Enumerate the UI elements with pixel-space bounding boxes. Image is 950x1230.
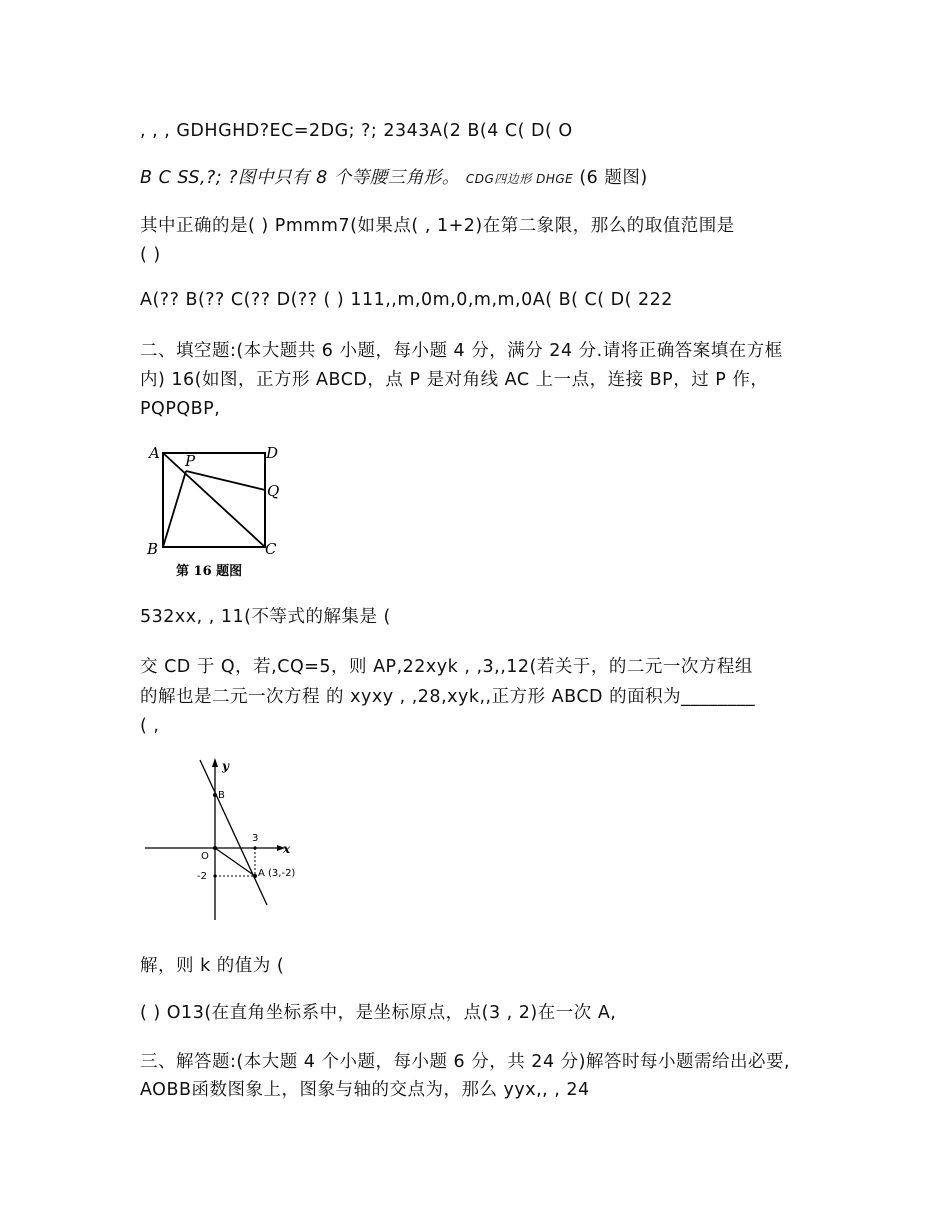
point-b-dot <box>213 793 217 797</box>
origin-dot <box>213 846 217 850</box>
label-neg2: -2 <box>197 871 207 882</box>
text-line-16: AOBB函数图象上，图象与轴的交点为，那么 yyx,, , 24 <box>140 1080 590 1100</box>
label-c: C <box>265 540 277 558</box>
label-b: B <box>147 540 159 558</box>
figure-16-caption: 第 16 题图 <box>176 564 243 579</box>
section-2-heading: 二、填空题:(本大题共 6 小题，每小题 4 分，满分 24 分.请将正确答案填在方框 <box>140 341 783 361</box>
section-3-heading: 三、解答题:(本大题 4 个小题，每小题 6 分，共 24 分)解答时每小题需给出必要, <box>140 1052 791 1072</box>
text-line-12: ( , <box>140 716 160 736</box>
segment-pq <box>186 471 265 490</box>
label-p: P <box>185 452 196 470</box>
text-line-13: 解，则 k 的值为 ( <box>140 956 285 976</box>
label-q: Q <box>267 482 280 500</box>
tick-neg2-dot <box>213 874 216 877</box>
text-line-9: 532xx, , 11(不等式的解集是 ( <box>140 607 391 627</box>
y-axis-arrow-icon <box>212 758 218 767</box>
label-x: x <box>283 842 291 856</box>
text-line-2-part-c: (6 题图) <box>579 168 648 188</box>
diagonal-ac <box>163 453 265 547</box>
label-3: 3 <box>252 833 259 844</box>
label-y: y <box>222 759 229 773</box>
text-line-8: PQPQBP, <box>140 399 221 419</box>
segment-oa <box>215 848 255 876</box>
label-b-point: B <box>218 790 225 801</box>
text-line-2 <box>140 164 648 194</box>
label-d: D <box>266 444 279 462</box>
text-line-5: A(?? B(?? C(?? D(?? ( ) 111,,m,0m,0,m,m,0A( B( C( D( 222 <box>140 290 673 310</box>
text-line-4: ( ) <box>140 245 161 265</box>
label-a: A <box>149 444 160 462</box>
figure-coordinate-graph <box>140 755 310 925</box>
label-point-a: A (3,-2) <box>258 868 296 879</box>
text-line-7: 内) 16(如图，正方形 ABCD，点 P 是对角线 AC 上一点，连接 BP，过 P 作， <box>140 370 769 390</box>
point-a-dot <box>253 874 257 878</box>
text-line-3: 其中正确的是( ) Pmmm7(如果点( , 1+2)在第二象限，那么的取值范围是 <box>140 216 735 236</box>
text-line-14: ( ) O13(在直角坐标系中，是坐标原点，点(3 , 2)在一次 A, <box>140 1003 617 1023</box>
figure-16-square <box>140 438 290 586</box>
text-line-11: 的解也是二元一次方程 的 xyxy , ,28,xyk,,正方形 ABCD 的面积为________ <box>140 687 756 707</box>
label-o: O <box>201 851 209 862</box>
segment-bp <box>163 471 186 547</box>
tick-3-dot <box>253 846 256 849</box>
text-line-10: 交 CD 于 Q，若,CQ=5，则 AP,22xyk , ,3,,12(若关于，的二元一次方程组 <box>140 657 753 677</box>
text-line-2-part-b: CDG四边形 DHGE <box>465 172 574 186</box>
text-line-1: , , , GDHGHD?EC=2DG; ?; 2343A(2 B(4 C( D( O <box>140 121 573 141</box>
text-line-2-part-a: B C SS,?; ?图中只有 8 个等腰三角形。 <box>140 168 460 188</box>
